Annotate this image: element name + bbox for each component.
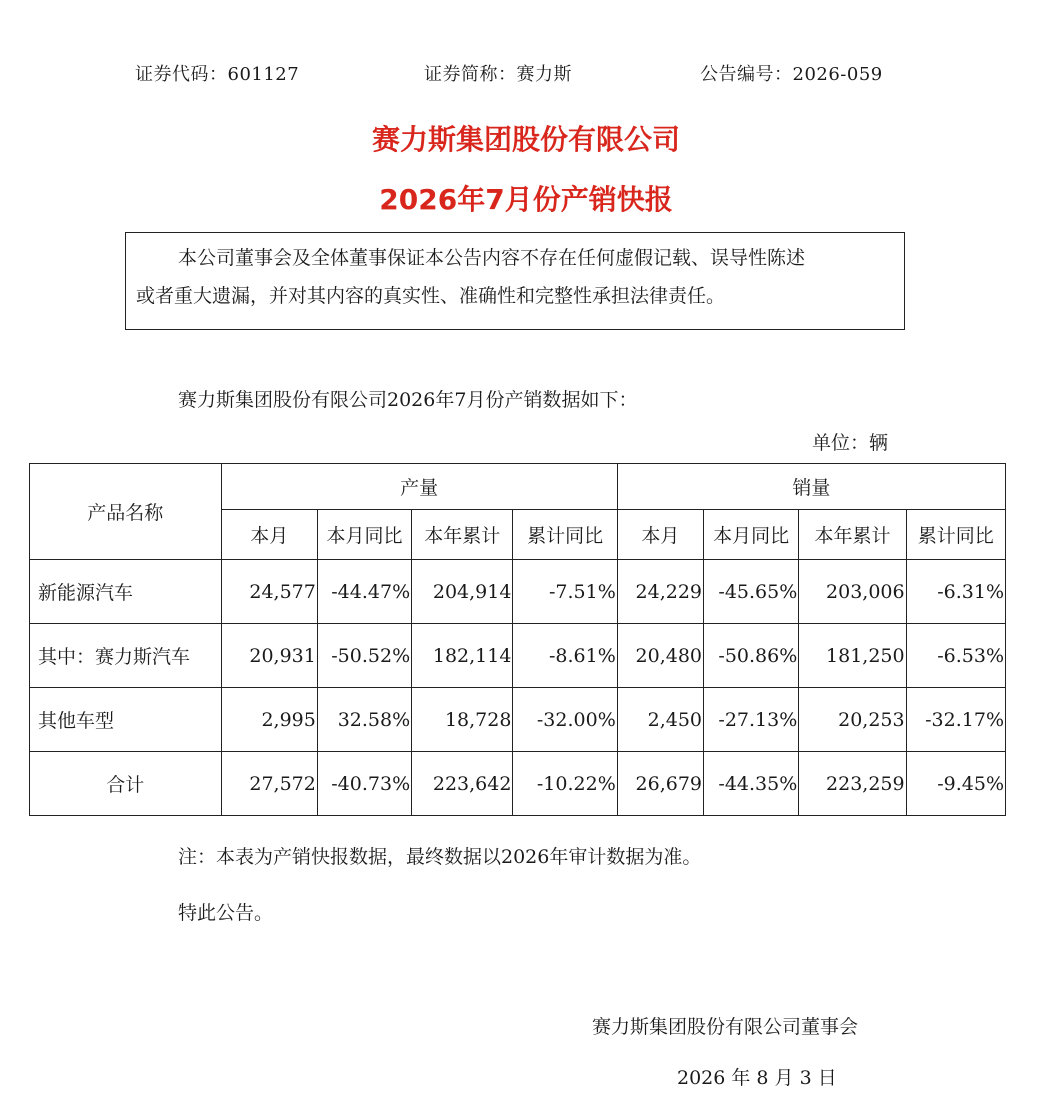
security-code: 证券代码：601127 xyxy=(135,64,300,85)
board-signature: 赛力斯集团股份有限公司董事会 xyxy=(592,1016,859,1038)
table-cell: -32.17% xyxy=(906,688,1005,752)
subheader-cell: 累计同比 xyxy=(906,510,1005,560)
table-cell: 18,728 xyxy=(412,688,513,752)
subheader-cell: 本月 xyxy=(221,510,317,560)
table-cell: -44.47% xyxy=(317,560,411,624)
table-cell: 2,995 xyxy=(221,688,317,752)
row-name: 合计 xyxy=(30,752,222,816)
table-cell: 26,679 xyxy=(617,752,703,816)
table-row xyxy=(30,688,1006,752)
intro-paragraph: 赛力斯集团股份有限公司2026年7月份产销数据如下： xyxy=(178,389,638,411)
sales-header: 销量 xyxy=(617,464,1005,510)
table-header-row xyxy=(30,464,1006,510)
row-name: 其他车型 xyxy=(30,688,222,752)
table-cell: -50.52% xyxy=(317,624,411,688)
table-row xyxy=(30,624,1006,688)
table-cell: -40.73% xyxy=(317,752,411,816)
table-cell: -9.45% xyxy=(906,752,1005,816)
unit-label: 单位：辆 xyxy=(812,432,889,454)
announcement-number: 公告编号：2026-059 xyxy=(700,64,883,85)
table-cell: 20,253 xyxy=(799,688,906,752)
table-cell: -6.53% xyxy=(906,624,1005,688)
board-statement-line1: 本公司董事会及全体董事保证本公告内容不存在任何虚假记载、误导性陈述 xyxy=(178,247,806,269)
table-row-total xyxy=(30,752,1006,816)
board-statement-line2: 或者重大遗漏，并对其内容的真实性、准确性和完整性承担法律责任。 xyxy=(136,285,726,307)
subheader-cell: 本年累计 xyxy=(412,510,513,560)
table-note: 注：本表为产销快报数据，最终数据以2026年审计数据为准。 xyxy=(178,846,702,868)
table-cell: -45.65% xyxy=(704,560,799,624)
table-cell: -8.61% xyxy=(513,624,617,688)
table-cell: 223,259 xyxy=(799,752,906,816)
table-cell: 181,250 xyxy=(799,624,906,688)
subheader-cell: 累计同比 xyxy=(513,510,617,560)
table-cell: 2,450 xyxy=(617,688,703,752)
table-cell: -7.51% xyxy=(513,560,617,624)
table-cell: -10.22% xyxy=(513,752,617,816)
table-cell: 182,114 xyxy=(412,624,513,688)
table-cell: 223,642 xyxy=(412,752,513,816)
subheader-cell: 本年累计 xyxy=(799,510,906,560)
table-cell: 20,931 xyxy=(221,624,317,688)
company-title: 赛力斯集团股份有限公司 xyxy=(371,123,680,156)
closing-statement: 特此公告。 xyxy=(178,902,274,924)
row-name: 新能源汽车 xyxy=(30,560,222,624)
table-cell: 204,914 xyxy=(412,560,513,624)
table-cell: 20,480 xyxy=(617,624,703,688)
table-cell: -44.35% xyxy=(704,752,799,816)
table-cell: -27.13% xyxy=(704,688,799,752)
table-row xyxy=(30,560,1006,624)
subheader-cell: 本月同比 xyxy=(317,510,411,560)
table-cell: 27,572 xyxy=(221,752,317,816)
subheader-cell: 本月同比 xyxy=(704,510,799,560)
subheader-cell: 本月 xyxy=(617,510,703,560)
board-statement-box xyxy=(125,232,905,330)
production-header: 产量 xyxy=(221,464,617,510)
table-cell: 24,229 xyxy=(617,560,703,624)
row-name: 其中：赛力斯汽车 xyxy=(30,624,222,688)
table-cell: 203,006 xyxy=(799,560,906,624)
security-abbreviation: 证券简称：赛力斯 xyxy=(424,64,572,85)
table-cell: 24,577 xyxy=(221,560,317,624)
table-cell: -6.31% xyxy=(906,560,1005,624)
announcement-date: 2026 年 8 月 3 日 xyxy=(677,1067,837,1089)
production-sales-table xyxy=(29,463,1006,816)
table-cell: -32.00% xyxy=(513,688,617,752)
product-name-header: 产品名称 xyxy=(30,464,222,560)
table-cell: 32.58% xyxy=(317,688,411,752)
table-cell: -50.86% xyxy=(704,624,799,688)
report-title: 2026年7月份产销快报 xyxy=(379,183,673,216)
